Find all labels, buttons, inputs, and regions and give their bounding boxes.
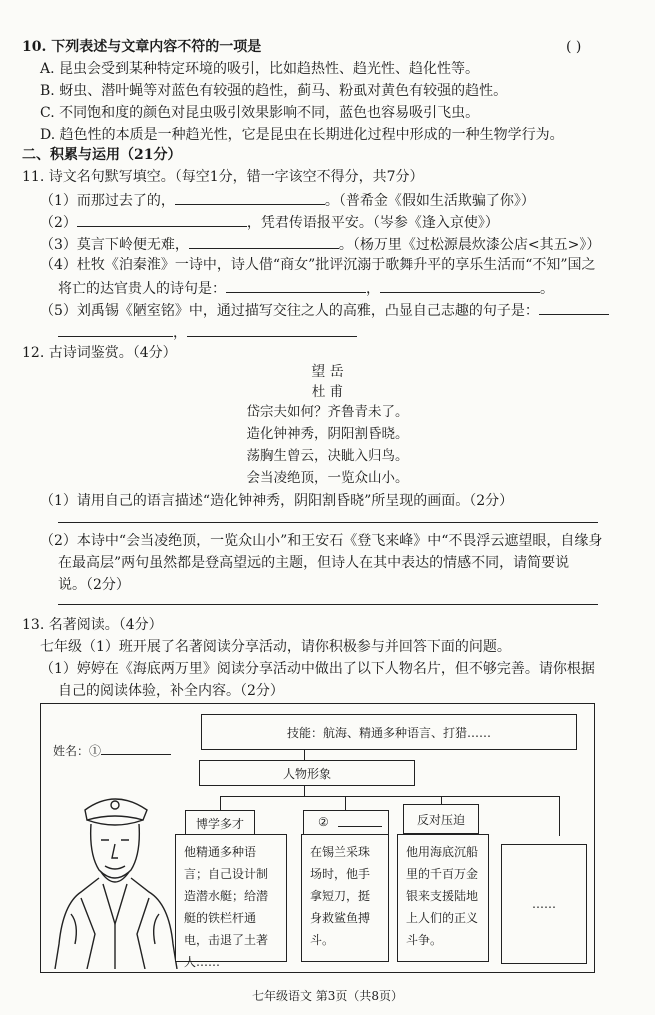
- q11-item-4-line2: [58, 278, 554, 298]
- q11-item-4-comma: ，: [366, 281, 380, 297]
- q13-intro: 七年级（1）班开展了名著阅读分享活动，请你积极参与并回答下面的问题。: [40, 639, 511, 655]
- q11-item-2-blank[interactable]: [77, 212, 247, 227]
- q11-item-2-prefix: （2）: [40, 215, 77, 231]
- card-skills-box: 技能：航海、精通多种语言、打猎……: [201, 714, 577, 750]
- poem-line-3: 荡胸生曾云，决眦入归鸟。: [246, 448, 409, 464]
- card-name-field: [53, 742, 171, 760]
- poem-line-2: 造化钟神秀，阴阳割昏晓。: [246, 426, 409, 442]
- q11-item-1-blank[interactable]: [175, 190, 325, 205]
- q10-option-b: B. 蚜虫、潜叶蝇等对蓝色有较强的趋性，蓟马、粉虱对黄色有较强的趋性。: [40, 83, 508, 99]
- q10-answer-bracket[interactable]: ( ): [566, 39, 582, 55]
- q11-item-1-prefix: （1）而那过去了的，: [40, 193, 175, 209]
- trait-box-1: 博学多才: [185, 810, 255, 836]
- trait-box-2: [303, 810, 389, 836]
- q11-item-3-prefix: （3）莫言下岭便无难，: [40, 237, 189, 253]
- poem-line-4: 会当凌绝顶，一览众山小。: [246, 470, 409, 486]
- poem-title: 望 岳: [311, 364, 344, 380]
- section-2-heading: 二、积累与运用（21分）: [22, 147, 182, 163]
- q11-item-5-blank-b[interactable]: [58, 322, 173, 337]
- q11-item-4-line1: （4）杜牧《泊秦淮》一诗中，诗人借“商女”批评沉溺于歌舞升平的享乐生活而“不知”国之: [40, 257, 596, 273]
- trait-2-blank[interactable]: [338, 814, 382, 827]
- trait-box-3: 反对压迫: [403, 804, 479, 834]
- card-name-label: 姓名：①: [53, 744, 102, 758]
- q11-item-1-source: 。（普希金《假如生活欺骗了你》）: [324, 193, 535, 209]
- q11-item-5-line2: [58, 322, 357, 342]
- q10-title: 10. 下列表述与文章内容不符的一项是: [22, 39, 262, 55]
- desc-card-3: 他用海底沉船里的千百万金银来支援陆地上人们的正义斗争。: [397, 834, 489, 962]
- desc-card-1: 他精通多种语言；自己设计制造潜水艇；给潜艇的铁栏杆通电，击退了土著人……: [175, 834, 287, 962]
- trait-2-number: ②: [318, 815, 329, 829]
- q12-sub1: （1）请用自己的语言描述“造化钟神秀，阴阳割昏晓”所呈现的画面。（2分）: [40, 493, 514, 509]
- q12-sub2-answer-line[interactable]: [58, 604, 598, 605]
- q10-option-c: C. 不同饱和度的颜色对昆虫吸引效果影响不同，蓝色也容易吸引飞虫。: [40, 105, 480, 121]
- connector-line: [220, 796, 221, 810]
- q11-item-3-blank[interactable]: [189, 234, 339, 249]
- q12-sub2-line2: 在最高层”两句虽然都是登高望远的主题，但诗人在其中表达的情感不同，请简要说: [58, 555, 570, 571]
- q11-item-1: [40, 190, 535, 210]
- q10-option-d: D. 趋色性的本质是一种趋光性，它是昆虫在长期进化过程中形成的一种生物学行为。: [40, 127, 564, 143]
- connector-line: [559, 810, 560, 836]
- q11-item-5-prompt: （5）刘禹锡《陋室铭》中，通过描写交往之人的高雅，凸显自己志趣的句子是：: [40, 303, 539, 319]
- desc-card-2: 在锡兰采珠场时，他手拿短刀，挺身救鲨鱼搏斗。: [301, 834, 389, 962]
- poem-line-1: 岱宗夫如何？齐鲁青未了。: [246, 404, 409, 420]
- poem-author: 杜 甫: [311, 384, 344, 400]
- q13-title: 13. 名著阅读。（4分）: [22, 617, 163, 633]
- q11-item-5-blank-a[interactable]: [539, 300, 609, 315]
- captain-nemo-portrait: [51, 774, 179, 969]
- connector-line: [345, 796, 346, 810]
- connector-line: [220, 796, 560, 797]
- q12-sub2-line1: （2）本诗中“会当凌绝顶，一览众山小”和王安石《登飞来峰》中“不畏浮云遮望眼，自缘身: [40, 533, 603, 549]
- q11-item-2: [40, 212, 499, 232]
- connector-line: [304, 750, 305, 760]
- q11-item-4-blank-b[interactable]: [380, 278, 540, 293]
- q11-item-5-blank-c[interactable]: [187, 322, 357, 337]
- q11-item-2-source: ，凭君传语报平安。（岑参《逢入京使》）: [246, 215, 499, 231]
- page-footer: 七年级语文 第3页（共8页）: [251, 989, 404, 1003]
- q10-option-a: A. 昆虫会受到某种特定环境的吸引，比如趋热性、趋光性、趋化性等。: [40, 61, 480, 77]
- q11-item-4-prompt: 将亡的达官贵人的诗句是：: [58, 281, 226, 297]
- q13-sub1-line2: 自己的阅读体验，补全内容。（2分）: [58, 683, 284, 699]
- q13-sub1-line1: （1）婷婷在《海底两万里》阅读分享活动中做出了以下人物名片，但不够完善。请你根据: [40, 661, 595, 677]
- desc-card-4[interactable]: ……: [501, 844, 587, 964]
- q12-title: 12. 古诗词鉴赏。（4分）: [22, 345, 177, 361]
- card-name-blank[interactable]: [101, 742, 171, 755]
- connector-line: [559, 796, 560, 810]
- q12-sub2-line3: 说。（2分）: [58, 577, 130, 593]
- q11-item-5-comma: ，: [173, 325, 187, 341]
- q12-sub1-answer-line[interactable]: [58, 522, 598, 523]
- card-image-header: 人物形象: [199, 760, 415, 786]
- q11-item-4-period: 。: [540, 281, 554, 297]
- q11-item-3-source: 。（杨万里《过松源晨炊漆公店<其五>》）: [338, 237, 601, 253]
- connector-line: [304, 786, 305, 796]
- character-card: [40, 703, 595, 973]
- q11-item-5-line1: [40, 300, 609, 320]
- q11-title: 11. 诗文名句默写填空。（每空1分，错一字该空不得分，共7分）: [22, 169, 424, 185]
- q11-item-4-blank-a[interactable]: [226, 278, 366, 293]
- q11-item-3: [40, 234, 600, 254]
